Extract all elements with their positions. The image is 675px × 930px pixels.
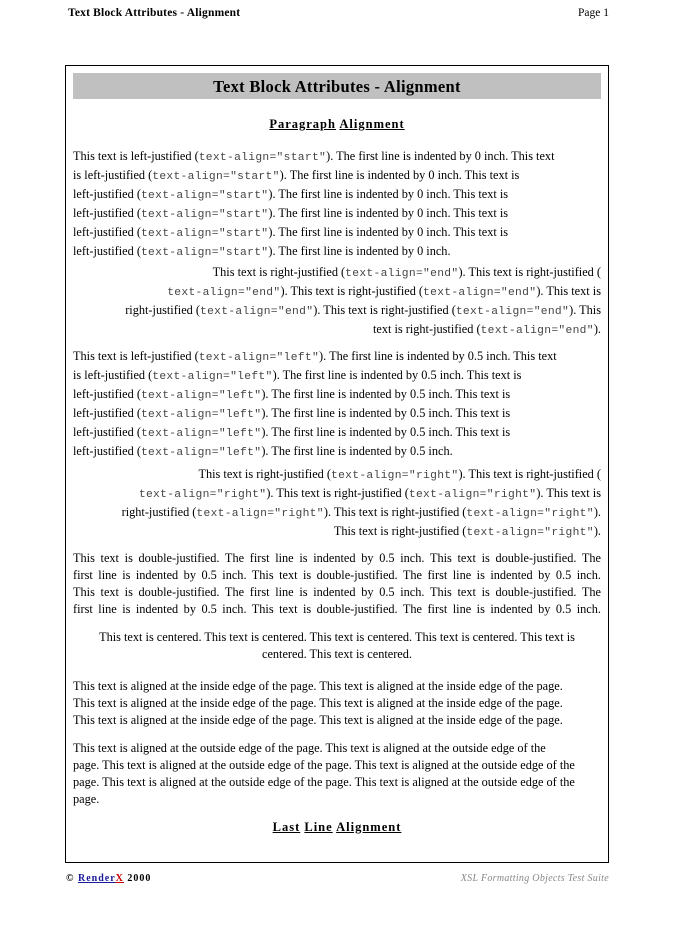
- brand-x: X: [115, 873, 124, 884]
- text-line: [73, 485, 601, 504]
- text-line: [73, 466, 601, 485]
- text-line: [73, 443, 601, 462]
- code-attribute: text-align="end": [345, 268, 459, 280]
- text-line: [73, 243, 601, 262]
- text-line: [73, 186, 601, 205]
- text-line: [73, 205, 601, 224]
- text-line: This text is aligned at the inside edge of the page. This text is aligned at the inside edge of the page.: [73, 679, 563, 693]
- copyright-symbol: ©: [66, 873, 75, 884]
- paragraph-end: [73, 264, 601, 340]
- paragraph-left: [73, 348, 601, 462]
- text-run: ). The first line is indented by 0.5 inch. This text is: [261, 387, 511, 401]
- document-title: Text Block Attributes - Alignment: [73, 73, 601, 99]
- text-line: This text is centered. This text is centered. This text is centered. This text is centered. This text is: [99, 630, 575, 644]
- code-attribute: text-align="left": [140, 428, 262, 440]
- text-run: ). This text is right-justified (: [266, 486, 409, 500]
- text-run: ). The first line is indented by 0 inch. This text is: [268, 206, 509, 220]
- code-attribute: text-align="left": [198, 352, 320, 364]
- text-line: This text is double-justified. The first line is indented by 0.5 inch. This text is double-justified. The: [73, 551, 601, 565]
- code-attribute: text-align="left": [140, 447, 262, 459]
- text-run: ). This text is right-justified (: [323, 505, 467, 519]
- text-run: left-justified (: [73, 406, 141, 420]
- heading-word: Alignment: [336, 820, 402, 834]
- paragraph-inside: [73, 678, 601, 729]
- text-run: This text is right-justified (: [212, 265, 346, 279]
- text-run: ). The first line is indented by 0 inch. This text: [326, 149, 555, 163]
- text-run: right-justified (: [121, 505, 197, 519]
- page-frame: [65, 65, 609, 863]
- text-line: This text is aligned at the inside edge of the page. This text is aligned at the inside edge of the page.: [73, 696, 563, 710]
- code-attribute: text-align="end": [167, 287, 281, 299]
- section-heading-last-line-alignment: [66, 820, 608, 835]
- text-line: This text is double-justified. The first line is indented by 0.5 inch. This text is double-justified. The: [73, 585, 601, 599]
- text-run: left-justified (: [73, 244, 141, 258]
- code-attribute: text-align="start": [198, 152, 327, 164]
- text-run: ). This text is: [536, 284, 601, 298]
- code-attribute: text-align="end": [200, 306, 314, 318]
- text-line: [73, 224, 601, 243]
- code-attribute: text-align="right": [138, 489, 267, 501]
- text-run: ). The first line is indented by 0.5 inch. This text: [319, 349, 557, 363]
- text-run: left-justified (: [73, 206, 141, 220]
- code-attribute: text-align="left": [140, 390, 262, 402]
- text-run: ). The first line is indented by 0.5 inch.: [261, 444, 453, 458]
- text-run: ). The first line is indented by 0 inch. This text is: [279, 168, 520, 182]
- text-line: page.: [73, 792, 100, 806]
- paragraph-right: [73, 466, 601, 542]
- text-run: ). The first line is indented by 0 inch.: [268, 244, 451, 258]
- text-run: left-justified (: [73, 187, 141, 201]
- paragraph-justify: [73, 550, 601, 618]
- code-attribute: text-align="start": [152, 171, 280, 183]
- text-line: [73, 302, 601, 321]
- code-attribute: text-align="left": [152, 371, 273, 383]
- code-attribute: text-align="start": [140, 247, 269, 259]
- text-line: [73, 523, 601, 542]
- text-line: [73, 386, 601, 405]
- heading-word: Last: [272, 820, 301, 834]
- text-line: centered. This text is centered.: [261, 647, 412, 661]
- text-run: is left-justified (: [73, 168, 153, 182]
- code-attribute: text-align="end": [455, 306, 570, 318]
- text-run: ). This text is right-justified (: [458, 467, 601, 481]
- renderx-link[interactable]: [78, 873, 124, 884]
- paragraph-outside: [73, 740, 601, 808]
- footer-suite-name: XSL Formatting Objects Test Suite: [460, 873, 609, 884]
- text-run: This text is left-justified (: [73, 149, 199, 163]
- text-run: ). This text is right-justified (: [280, 284, 424, 298]
- text-run: right-justified (: [125, 303, 200, 317]
- code-attribute: text-align="end": [423, 287, 537, 299]
- section-heading-paragraph-alignment: [66, 117, 608, 132]
- text-line: first line is indented by 0.5 inch. This text is double-justified. The first line is indented by 0.5 inch.: [73, 568, 601, 582]
- heading-word: Alignment: [339, 117, 405, 131]
- text-run: ). This text is: [536, 486, 601, 500]
- heading-word: Paragraph: [269, 117, 336, 131]
- code-attribute: text-align="right": [466, 508, 594, 520]
- text-run: ). The first line is indented by 0.5 inch. This text is: [272, 368, 522, 382]
- page-number: Page 1: [578, 7, 609, 19]
- text-run: left-justified (: [73, 444, 141, 458]
- text-line: page. This text is aligned at the outside edge of the page. This text is aligned at the outside edge of the: [73, 758, 575, 772]
- code-attribute: text-align="left": [140, 409, 262, 421]
- text-line: [73, 283, 601, 302]
- text-line: [73, 264, 601, 283]
- code-attribute: text-align="start": [140, 190, 269, 202]
- running-header-title: Text Block Attributes - Alignment: [68, 7, 241, 19]
- text-run: This text is right-justified (: [333, 524, 467, 538]
- text-line: [73, 405, 601, 424]
- text-run: ). The first line is indented by 0 inch. This text is: [268, 225, 509, 239]
- text-line: This text is aligned at the inside edge of the page. This text is aligned at the inside edge of the page.: [73, 713, 563, 727]
- text-run: ).: [593, 524, 601, 538]
- text-run: left-justified (: [73, 387, 141, 401]
- copyright-year: 2000: [127, 873, 152, 884]
- code-attribute: text-align="right": [196, 508, 324, 520]
- code-attribute: text-align="right": [331, 470, 459, 482]
- text-run: text is right-justified (: [372, 322, 481, 336]
- text-line: page. This text is aligned at the outside edge of the page. This text is aligned at the outside edge of the: [73, 775, 575, 789]
- paragraph-start: [73, 148, 601, 262]
- code-attribute: text-align="start": [140, 228, 269, 240]
- text-run: ).: [593, 505, 601, 519]
- heading-word: Line: [304, 820, 333, 834]
- text-run: is left-justified (: [73, 368, 153, 382]
- paragraph-center: [73, 629, 601, 663]
- brand-name: Render: [77, 873, 116, 884]
- text-line: This text is aligned at the outside edge of the page. This text is aligned at the outside edge of the: [73, 741, 546, 755]
- text-run: ). The first line is indented by 0 inch. This text is: [268, 187, 509, 201]
- text-run: ). This: [569, 303, 601, 317]
- text-run: ). The first line is indented by 0.5 inch. This text is: [261, 425, 511, 439]
- code-attribute: text-align="right": [466, 527, 594, 539]
- code-attribute: text-align="right": [408, 489, 537, 501]
- text-run: ). The first line is indented by 0.5 inch. This text is: [261, 406, 511, 420]
- text-run: ). This text is right-justified (: [313, 303, 456, 317]
- text-run: This text is right-justified (: [198, 467, 332, 481]
- text-line: [73, 348, 601, 367]
- text-line: [73, 167, 601, 186]
- text-line: first line is indented by 0.5 inch. This text is double-justified. The first line is indented by 0.5 inch.: [73, 602, 601, 616]
- text-run: ).: [593, 322, 601, 336]
- text-line: [73, 148, 601, 167]
- text-run: left-justified (: [73, 225, 141, 239]
- text-line: [73, 321, 601, 340]
- text-line: [73, 424, 601, 443]
- text-line: [73, 504, 601, 523]
- code-attribute: text-align="start": [140, 209, 269, 221]
- text-run: This text is left-justified (: [73, 349, 199, 363]
- code-attribute: text-align="end": [480, 325, 594, 337]
- footer-copyright: [66, 873, 151, 884]
- text-run: ). This text is right-justified (: [458, 265, 601, 279]
- text-line: [73, 367, 601, 386]
- text-run: left-justified (: [73, 425, 141, 439]
